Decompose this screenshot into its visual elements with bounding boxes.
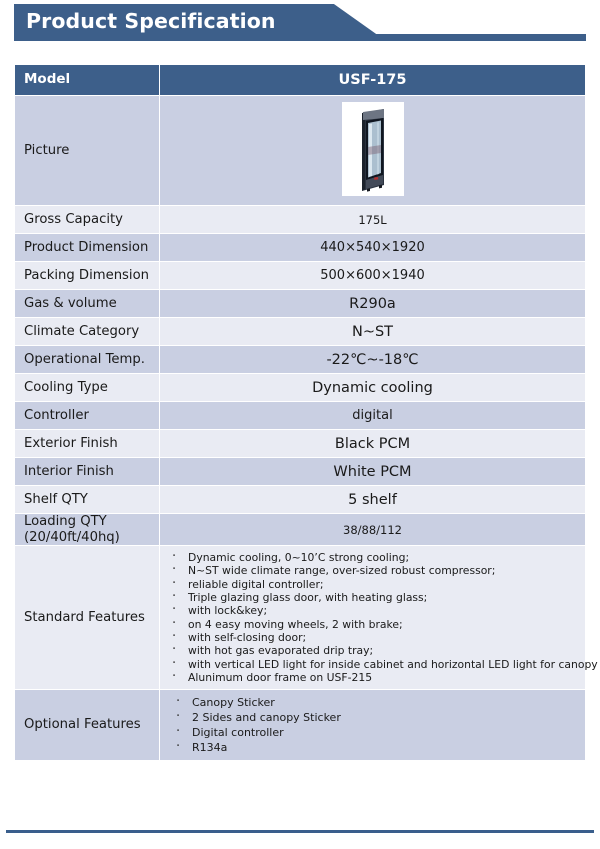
table-row (15, 374, 586, 402)
table-row-loading-qty (15, 514, 586, 546)
list-item: · Dynamic cooling, 0~10’C strong cooling; (170, 551, 581, 564)
table-row-standard-features (15, 546, 586, 690)
footer-rule (6, 830, 594, 833)
row-label: Gas & volume (15, 290, 160, 318)
row-value-loading-qty: 38/88/112 (160, 514, 586, 546)
list-item: · 2 Sides and canopy Sticker (170, 710, 581, 725)
loading-qty-line1: Loading QTY (24, 514, 107, 529)
table-row (15, 402, 586, 430)
row-label: Shelf QTY (15, 486, 160, 514)
table-header-row (15, 65, 586, 96)
row-label: Product Dimension (15, 234, 160, 262)
list-item: · R134a (170, 740, 581, 755)
specification-table (14, 64, 598, 761)
list-item: · Alunimum door frame on USF-215 (170, 671, 581, 684)
table-row (15, 206, 586, 234)
row-value: N~ST (160, 318, 586, 346)
row-value: 5 shelf (160, 486, 586, 514)
optional-features-list (170, 695, 581, 755)
list-item: · on 4 easy moving wheels, 2 with brake; (170, 618, 581, 631)
list-item: · N~ST wide climate range, over-sized robust compressor; (170, 564, 581, 577)
display-freezer-icon (358, 107, 388, 192)
header-label-model: Model (15, 65, 160, 96)
table-row (15, 290, 586, 318)
row-label: Gross Capacity (15, 206, 160, 234)
list-item: · Digital controller (170, 725, 581, 740)
row-label: Exterior Finish (15, 430, 160, 458)
header-value-model: USF-175 (160, 65, 586, 96)
product-photo-cell (160, 96, 586, 206)
table-row (15, 458, 586, 486)
table-row (15, 430, 586, 458)
table-row (15, 346, 586, 374)
table-row (15, 486, 586, 514)
row-label: Interior Finish (15, 458, 160, 486)
table-row (15, 262, 586, 290)
optional-features-cell (160, 690, 586, 761)
standard-features-list (170, 551, 598, 684)
row-label: Climate Category (15, 318, 160, 346)
list-item: · Triple glazing glass door, with heating glass; (170, 591, 581, 604)
row-value: -22℃~-18℃ (160, 346, 586, 374)
table-row-picture (15, 96, 586, 206)
row-label-picture: Picture (15, 96, 160, 206)
table-row (15, 318, 586, 346)
row-label: Cooling Type (15, 374, 160, 402)
list-item: · with vertical LED light for inside cabinet and horizontal LED light for canopy (170, 658, 581, 671)
table-row (15, 234, 586, 262)
standard-features-cell (160, 546, 598, 690)
row-label: Controller (15, 402, 160, 430)
list-item: · with self-closing door; (170, 631, 581, 644)
list-item: · with hot gas evaporated drip tray; (170, 644, 581, 657)
row-value: R290a (160, 290, 586, 318)
product-photo-frame (342, 102, 404, 196)
list-item: · Canopy Sticker (170, 695, 581, 710)
row-value: 500×600×1940 (160, 262, 586, 290)
list-item: · reliable digital controller; (170, 578, 581, 591)
row-value: Black PCM (160, 430, 586, 458)
row-value: 440×540×1920 (160, 234, 586, 262)
row-label-optional-features: Optional Features (15, 690, 160, 761)
row-value: 175L (160, 206, 586, 234)
row-label-loading-qty (15, 514, 160, 546)
row-label: Operational Temp. (15, 346, 160, 374)
row-value: Dynamic cooling (160, 374, 586, 402)
row-label-standard-features: Standard Features (15, 546, 160, 690)
row-label: Packing Dimension (15, 262, 160, 290)
list-item: · with lock&key; (170, 604, 581, 617)
row-value: digital (160, 402, 586, 430)
row-value: White PCM (160, 458, 586, 486)
page-title: Product Specification (26, 9, 276, 33)
loading-qty-line2: (20/40ft/40hq) (24, 529, 120, 545)
table-row-optional-features (15, 690, 586, 761)
